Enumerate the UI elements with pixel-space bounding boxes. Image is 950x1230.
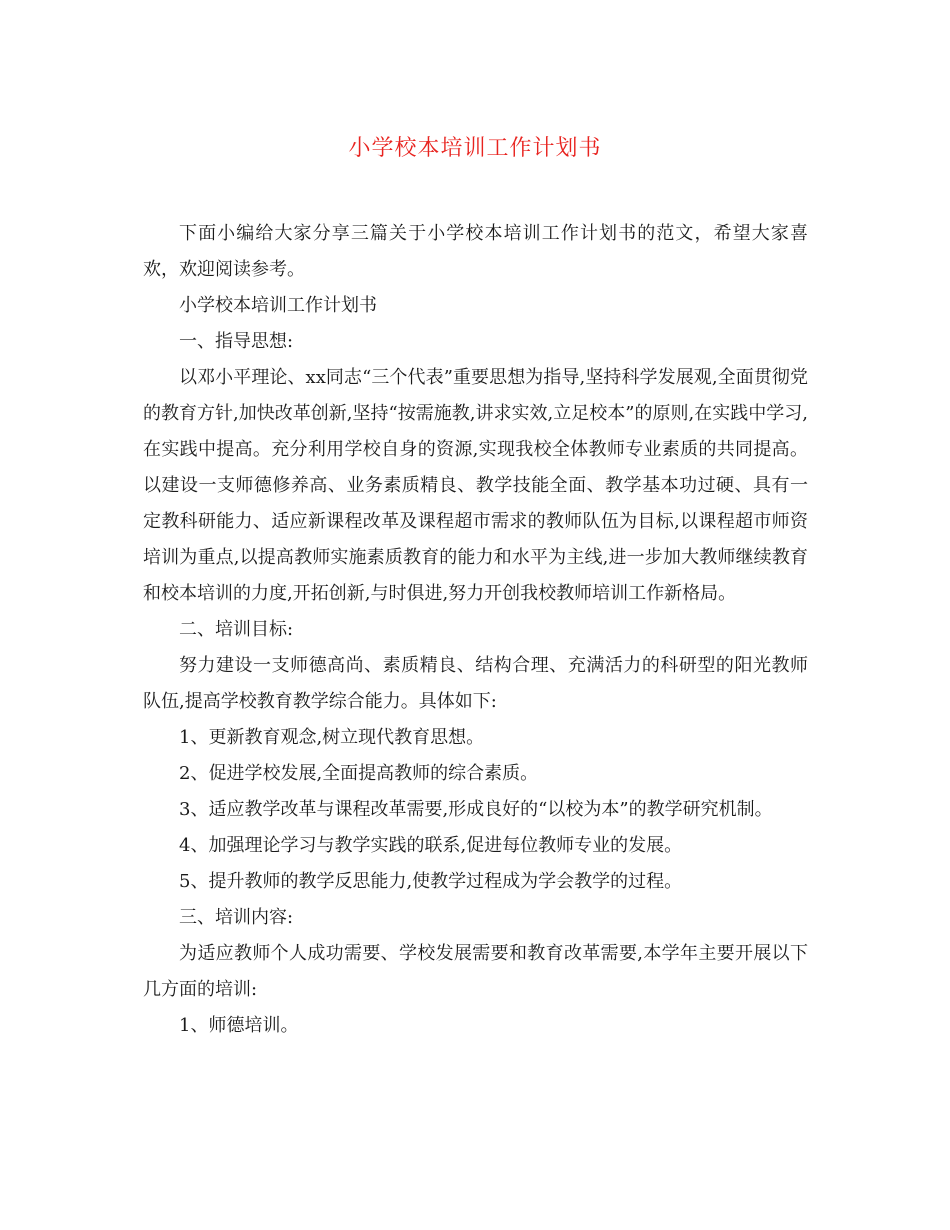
list-item-goal-1: 1、更新教育观念,树立现代教育思想。 xyxy=(179,727,485,748)
heading-training-goals: 二、培训目标: xyxy=(179,619,294,640)
paragraph-intro: 下面小编给大家分享三篇关于小学校本培训工作计划书的范文，希望大家喜欢，欢迎阅读参考。 xyxy=(143,223,808,280)
list-item-content-1: 1、师德培训。 xyxy=(179,1015,299,1036)
paragraph-subtitle: 小学校本培训工作计划书 xyxy=(179,295,377,316)
list-item-goal-3: 3、适应教学改革与课程改革需要,形成良好的“以校为本”的教学研究机制。 xyxy=(179,799,773,820)
paragraph-training-goals: 努力建设一支师德高尚、素质精良、结构合理、充满活力的科研型的阳光教师队伍,提高学校教育教学综合能力。具体如下: xyxy=(143,655,808,712)
heading-guiding-ideology: 一、指导思想: xyxy=(179,331,294,352)
document-body xyxy=(143,216,808,1044)
heading-training-content: 三、培训内容: xyxy=(179,907,294,928)
list-item-goal-4: 4、加强理论学习与教学实践的联系,促进每位教师专业的发展。 xyxy=(179,835,683,856)
paragraph-training-content: 为适应教师个人成功需要、学校发展需要和教育改革需要,本学年主要开展以下几方面的培训: xyxy=(143,943,808,1000)
list-item-goal-2: 2、促进学校发展,全面提高教师的综合素质。 xyxy=(179,763,539,784)
list-item-goal-5: 5、提升教师的教学反思能力,使教学过程成为学会教学的过程。 xyxy=(179,871,683,892)
paragraph-guiding-ideology: 以邓小平理论、xx同志“三个代表”重要思想为指导,坚持科学发展观,全面贯彻党的教育方针,加快改革创新,坚持“按需施教,讲求实效,立足校本”的原则,在实践中学习,在实践中提高。充分利用学校自身的资源,实现我校全体教师专业素质的共同提高。以建设一支师德修养高、业务素质精良、教学技能全面、教学基本功过硬、具有一定教科研能力、适应新课程改革及课程超市需求的教师队伍为目标,以课程超市师资培训为重点,以提高教师实施素质教育的能力和水平为主线,进一步加大教师继续教育和校本培训的力度,开拓创新,与时俱进,努力开创我校教师培训工作新格局。 xyxy=(143,367,808,604)
document-title: 小学校本培训工作计划书 xyxy=(348,136,602,161)
